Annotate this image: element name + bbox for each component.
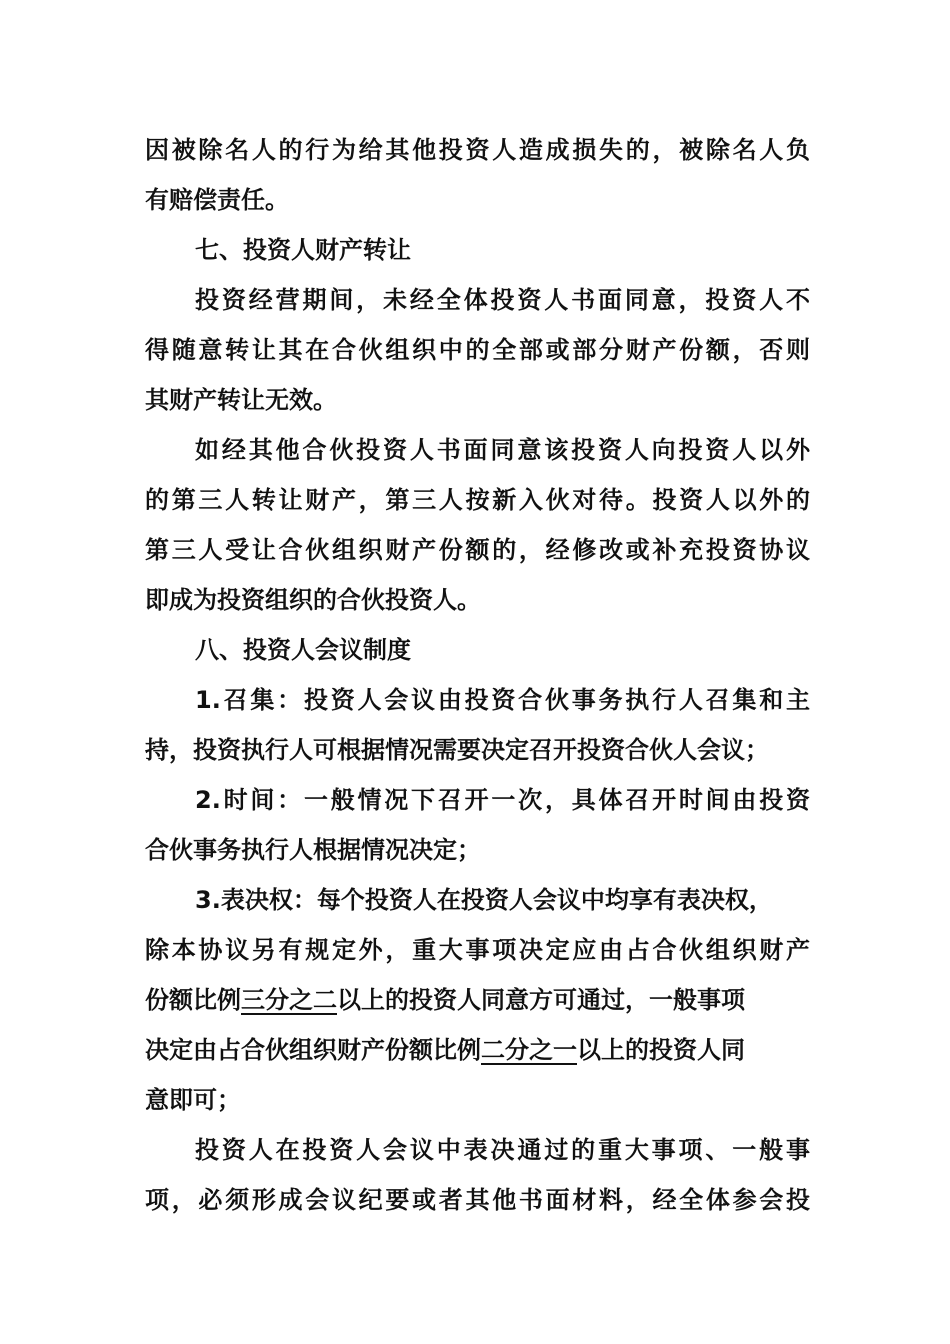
text-run: 以上的投资人同意方可通过，一般事项 <box>337 986 745 1014</box>
paragraph-line: 持，投资执行人可根据情况需要决定召开投资合伙人会议； <box>145 736 769 764</box>
text-run: 以上的投资人同 <box>577 1036 745 1064</box>
paragraph-line: 投资经营期间，未经全体投资人书面同意，投资人不 <box>195 286 810 314</box>
paragraph-line: 如经其他合伙投资人书面同意该投资人向投资人以外 <box>195 436 810 464</box>
paragraph-line: 有赔偿责任。 <box>145 186 289 214</box>
paragraph-line <box>145 975 810 1025</box>
paragraph-line: 1.召集：投资人会议由投资合伙事务执行人召集和主 <box>195 686 810 714</box>
paragraph-line: 意即可； <box>145 1086 241 1114</box>
paragraph-line: 投资人在投资人会议中表决通过的重大事项、一般事 <box>195 1136 810 1164</box>
paragraph-line: 2.时间：一般情况下召开一次，具体召开时间由投资 <box>195 786 810 814</box>
paragraph-line: 3.表决权：每个投资人在投资人会议中均享有表决权， <box>195 886 773 914</box>
paragraph-line: 第三人受让合伙组织财产份额的，经修改或补充投资协议 <box>145 536 810 564</box>
paragraph-line: 因被除名人的行为给其他投资人造成损失的，被除名人负 <box>145 136 810 164</box>
paragraph-line: 即成为投资组织的合伙投资人。 <box>145 586 481 614</box>
underlined-fraction: 三分之二 <box>241 986 337 1014</box>
paragraph-line <box>145 1025 810 1075</box>
paragraph-line: 项，必须形成会议纪要或者其他书面材料，经全体参会投 <box>145 1186 810 1214</box>
paragraph-line: 除本协议另有规定外，重大事项决定应由占合伙组织财产 <box>145 936 810 964</box>
text-run: 份额比例 <box>145 986 241 1014</box>
paragraph-line: 其财产转让无效。 <box>145 386 337 414</box>
section-heading: 七、投资人财产转让 <box>195 236 411 264</box>
paragraph-line: 合伙事务执行人根据情况决定； <box>145 836 481 864</box>
underlined-fraction: 二分之一 <box>481 1036 577 1064</box>
text-run: 决定由占合伙组织财产份额比例 <box>145 1036 481 1064</box>
paragraph-line: 的第三人转让财产，第三人按新入伙对待。投资人以外的 <box>145 486 810 514</box>
paragraph-line: 得随意转让其在合伙组织中的全部或部分财产份额，否则 <box>145 336 810 364</box>
section-heading: 八、投资人会议制度 <box>195 636 411 664</box>
